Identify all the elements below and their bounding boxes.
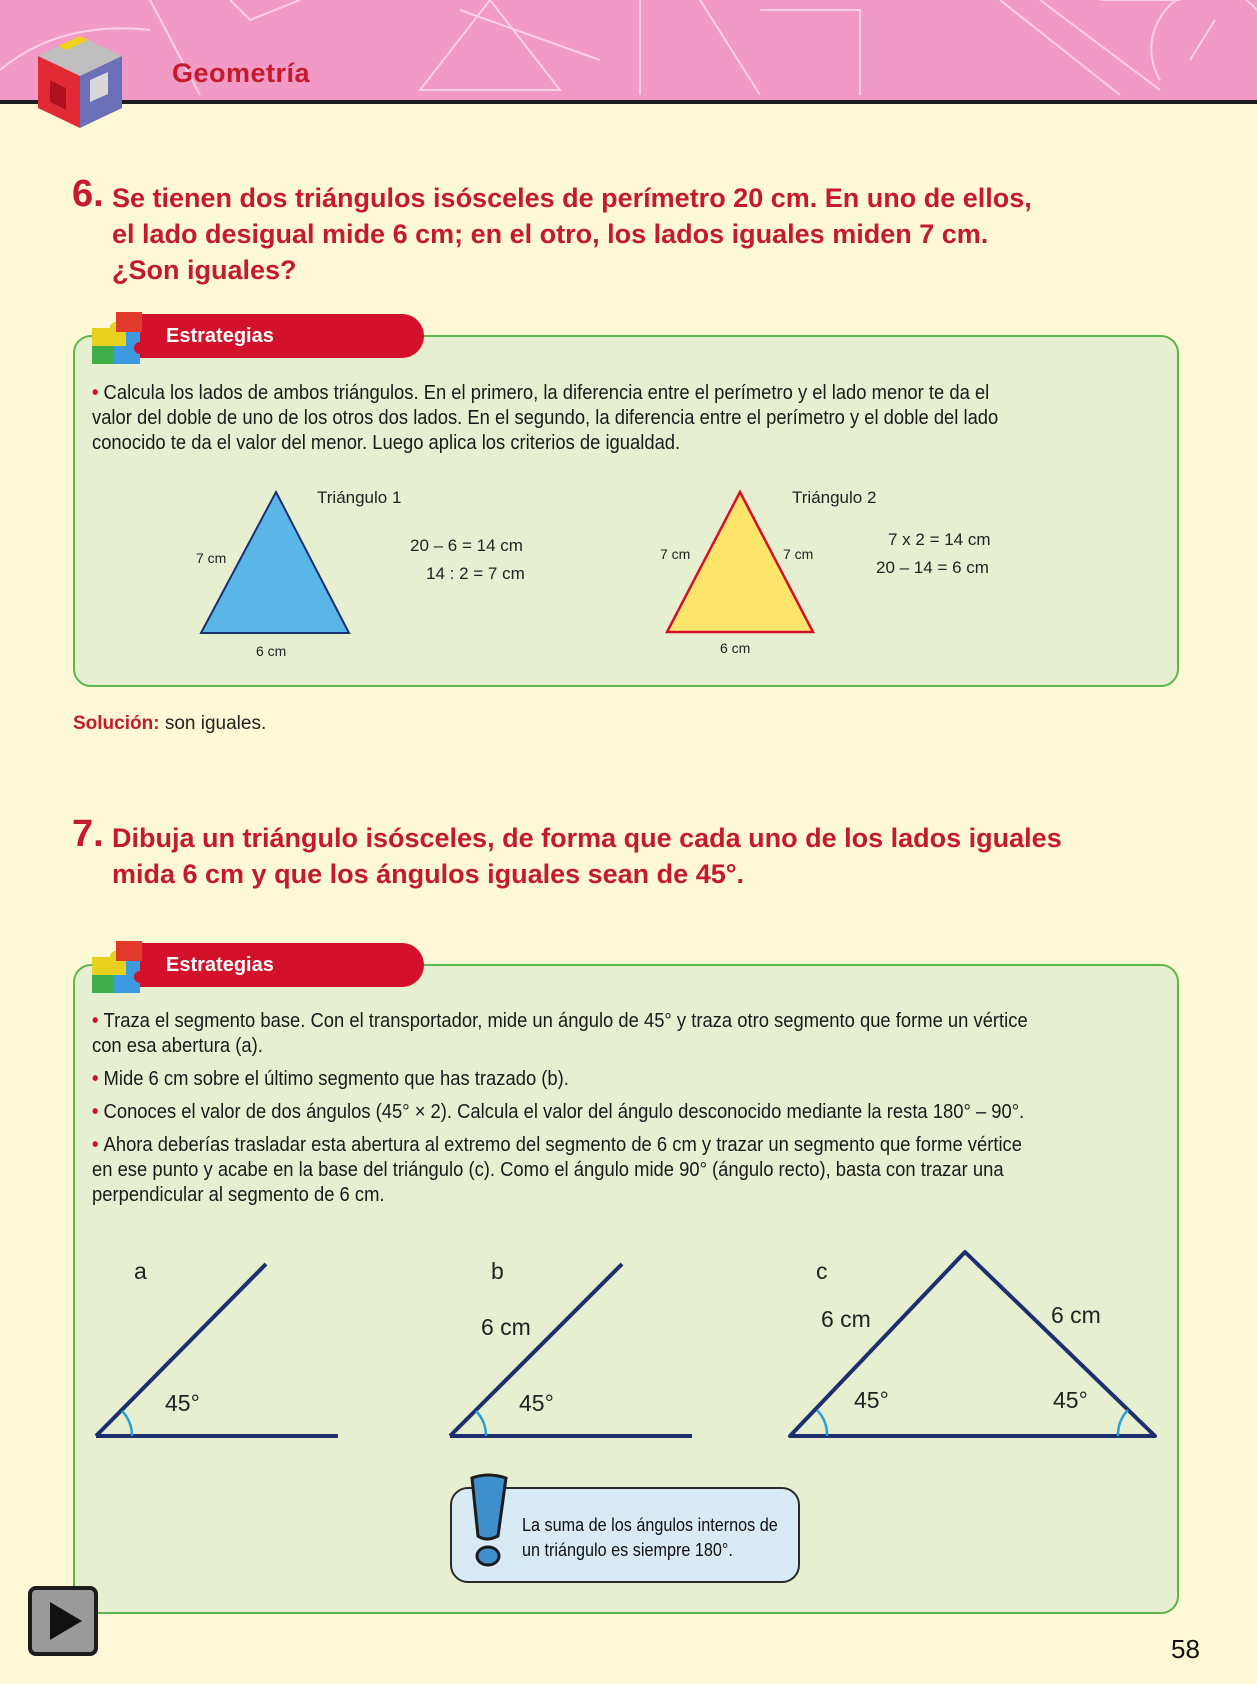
solution-text: son iguales. [159,713,267,734]
section-title: Geometría [172,58,311,88]
triangle-1-side-label: 7 cm [196,550,227,566]
figure-a [90,1256,340,1446]
solution-label: Solución: [73,713,160,734]
exclamation-icon [468,1472,510,1572]
question-6-title [72,173,1192,288]
page-number: 58 [1171,1634,1200,1664]
note-text: La suma de los ángulos internos de un triángulo es siempre 180°. [522,1515,778,1560]
question-line: Se tienen dos triángulos isósceles de perímetro 20 cm. En uno de ellos, [112,183,1032,213]
figure-b-side: 6 cm [481,1314,531,1340]
figure-c-right-side: 6 cm [1051,1302,1101,1328]
figure-c-right-angle: 45° [1053,1387,1088,1413]
triangle-1-base-label: 6 cm [256,643,287,659]
strategy-tab: Estrategias [130,314,424,358]
header-rule [0,100,1257,104]
strategy-tab: Estrategias [130,943,424,987]
puzzle-icon [86,308,156,366]
question-line: el lado desigual mide 6 cm; en el otro, los lados iguales miden 7 cm. [112,219,989,249]
figure-b [444,1256,694,1446]
figure-c-left-side: 6 cm [821,1306,871,1332]
figure-c-left-angle: 45° [854,1387,889,1413]
triangle-1-title: Triángulo 1 [317,488,402,507]
play-icon [32,1590,94,1652]
cube-logo-icon [28,30,132,134]
triangle-2-shape [667,492,813,632]
strategy-text: • Traza el segmento base. Con el transportador, mide un ángulo de 45° y traza otro segmento que forme un vértice con esa abertura (a). • Mide 6 cm sobre el último segmento que has trazado (b). • Conoces el valor de dos ángulos (45° × 2). Calcula el valor del ángulo desconocido mediante la resta 180° – 90°. • Ahora deberías trasladar esta abertura al extremo del segmento de 6 cm y trazar un segmento que forme vértice en ese punto y acabe en la base del triángulo (c). Como el ángulo mide 90° (ángulo recto), basta con trazar una perpendicular al segmento de 6 cm. [92,1010,1028,1206]
triangle-2-left-label: 7 cm [660,546,691,562]
question-number: 7. [72,813,104,855]
figure-b-label: b [491,1258,504,1284]
question-number: 6. [72,173,104,215]
figure-c [785,1248,1160,1446]
question-line: mida 6 cm y que los ángulos iguales sean de 45°. [112,859,745,889]
triangle-1-calc: 20 – 6 = 14 cm [410,536,523,555]
play-button[interactable] [28,1586,98,1656]
triangle-2-calc: 7 x 2 = 14 cm [888,530,991,549]
triangle-2-base-label: 6 cm [720,640,751,656]
triangle-2-figure [662,488,818,636]
triangle-2-right-label: 7 cm [783,546,814,562]
question-7-title [72,813,1192,892]
figure-c-label: c [816,1258,828,1284]
solution-line [73,713,266,735]
question-line: Dibuja un triángulo isósceles, de forma que cada uno de los lados iguales [112,823,1062,853]
triangle-2-calc: 20 – 14 = 6 cm [876,558,989,577]
strategy-text: • Calcula los lados de ambos triángulos. En el primero, la diferencia entre el perímetro y el lado menor te da el valor del doble de uno de los otros dos lados. En el segundo, la diferencia entre el perímetro y el doble del lado conocido te da el valor del menor. Luego aplica los criterios de igualdad. [92,382,999,454]
question-line: ¿Son iguales? [112,255,297,285]
figure-a-angle: 45° [165,1390,200,1416]
puzzle-icon [86,937,156,995]
figure-b-angle: 45° [519,1390,554,1416]
triangle-2-title: Triángulo 2 [792,488,877,507]
triangle-1-calc: 14 : 2 = 7 cm [426,564,525,583]
figure-a-label: a [134,1258,147,1284]
